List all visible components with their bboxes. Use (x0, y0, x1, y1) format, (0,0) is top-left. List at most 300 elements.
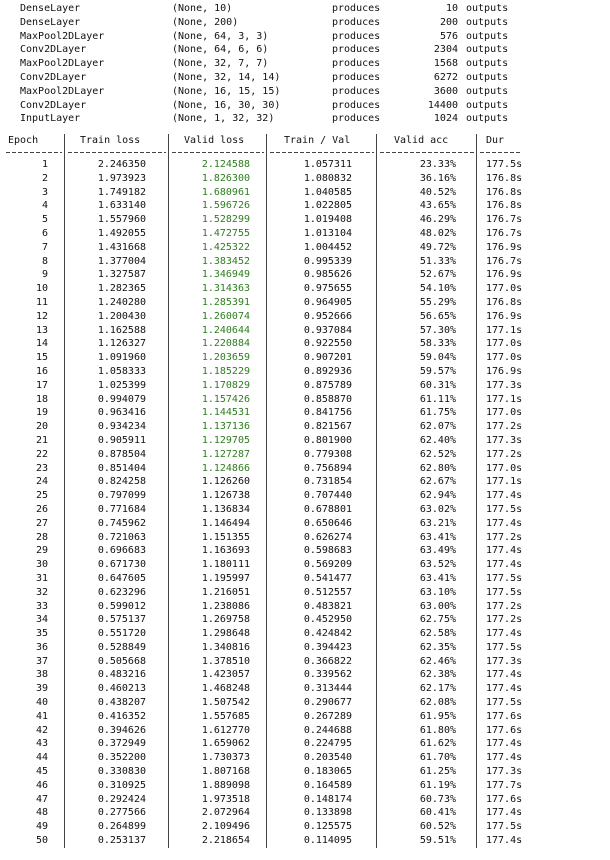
column-divider (376, 324, 377, 338)
column-divider (64, 282, 65, 296)
column-divider (64, 393, 65, 407)
cell-epoch: 45 (35, 766, 48, 778)
table-row (0, 696, 610, 710)
column-divider (376, 627, 377, 641)
cell-valid-acc: 61.62% (419, 738, 456, 750)
cell-duration: 177.4s (486, 517, 523, 529)
cell-train-val-ratio: 0.203540 (303, 752, 352, 764)
cell-duration: 176.8s (486, 296, 523, 308)
column-divider (64, 255, 65, 269)
layer-output-unit: outputs (466, 30, 509, 42)
header-epoch: Epoch (8, 135, 39, 146)
column-divider (64, 806, 65, 820)
cell-epoch: 3 (41, 186, 48, 198)
cell-valid-acc: 59.51% (419, 835, 456, 847)
cell-train-val-ratio: 0.125575 (303, 821, 352, 833)
column-divider (64, 793, 65, 807)
column-divider (266, 668, 267, 682)
header-separator (0, 148, 610, 158)
column-divider (376, 172, 377, 186)
cell-duration: 177.0s (486, 407, 523, 419)
layer-verb: produces (332, 16, 381, 28)
cell-valid-loss: 2.109496 (201, 821, 250, 833)
cell-train-loss: 0.797099 (97, 490, 146, 502)
cell-duration: 177.4s (486, 738, 523, 750)
layer-name: Conv2DLayer (20, 99, 87, 111)
column-divider (168, 351, 169, 365)
cell-valid-acc: 62.35% (419, 641, 456, 653)
column-divider (376, 186, 377, 200)
column-divider (168, 600, 169, 614)
column-divider (266, 724, 267, 738)
column-divider (376, 434, 377, 448)
table-row (0, 337, 610, 351)
cell-train-val-ratio: 0.512557 (303, 586, 352, 598)
cell-duration: 177.1s (486, 476, 523, 488)
cell-train-val-ratio: 0.626274 (303, 531, 352, 543)
table-row (0, 613, 610, 627)
column-divider (266, 806, 267, 820)
column-divider (266, 241, 267, 255)
cell-train-loss: 0.771684 (97, 503, 146, 515)
column-divider (168, 627, 169, 641)
layer-name: DenseLayer (20, 16, 81, 28)
cell-train-val-ratio: 0.339562 (303, 669, 352, 681)
cell-train-loss: 0.352200 (97, 752, 146, 764)
cell-duration: 177.4s (486, 545, 523, 557)
column-divider (64, 572, 65, 586)
column-divider (64, 503, 65, 517)
cell-valid-loss: 1.314363 (201, 283, 250, 295)
column-divider (64, 779, 65, 793)
layer-name: MaxPool2DLayer (20, 58, 105, 70)
table-row (0, 600, 610, 614)
column-divider (266, 834, 267, 848)
column-divider (476, 420, 477, 434)
column-divider (64, 586, 65, 600)
column-divider (376, 296, 377, 310)
column-divider (376, 737, 377, 751)
cell-epoch: 50 (35, 835, 48, 847)
dash-line (6, 152, 62, 153)
column-divider (476, 186, 477, 200)
column-divider (168, 337, 169, 351)
table-row (0, 393, 610, 407)
column-divider (476, 572, 477, 586)
column-divider (476, 682, 477, 696)
cell-train-val-ratio: 0.801900 (303, 434, 352, 446)
column-divider (64, 420, 65, 434)
cell-valid-loss: 1.612770 (201, 724, 250, 736)
cell-valid-loss: 1.423057 (201, 669, 250, 681)
table-row (0, 765, 610, 779)
column-divider (168, 696, 169, 710)
layer-output-count: 2304 (433, 44, 458, 56)
column-divider (476, 737, 477, 751)
column-divider (376, 213, 377, 227)
cell-train-loss: 1.492055 (97, 227, 146, 239)
cell-valid-acc: 40.52% (419, 186, 456, 198)
column-divider (168, 682, 169, 696)
cell-valid-loss: 1.378510 (201, 655, 250, 667)
cell-valid-acc: 62.52% (419, 448, 456, 460)
column-divider (376, 268, 377, 282)
cell-duration: 177.5s (486, 159, 523, 170)
column-divider (266, 186, 267, 200)
column-divider (476, 148, 477, 158)
column-divider (266, 134, 267, 148)
cell-duration: 177.3s (486, 655, 523, 667)
cell-train-loss: 0.264899 (97, 821, 146, 833)
column-divider (476, 158, 477, 172)
column-divider (266, 148, 267, 158)
cell-train-val-ratio: 0.313444 (303, 683, 352, 695)
table-row (0, 448, 610, 462)
cell-valid-acc: 61.70% (419, 752, 456, 764)
cell-duration: 176.9s (486, 269, 523, 281)
column-divider (476, 406, 477, 420)
column-divider (476, 531, 477, 545)
table-header (0, 134, 610, 148)
header-valid-loss: Valid loss (184, 135, 245, 146)
column-divider (476, 613, 477, 627)
layer-shape: (None, 1, 32, 32) (172, 113, 275, 125)
cell-valid-loss: 1.238086 (201, 600, 250, 612)
table-row (0, 351, 610, 365)
layer-name: InputLayer (20, 113, 81, 125)
column-divider (376, 544, 377, 558)
table-row (0, 779, 610, 793)
table-row (0, 324, 610, 338)
cell-epoch: 13 (35, 324, 48, 336)
cell-valid-acc: 60.52% (419, 821, 456, 833)
table-row (0, 158, 610, 172)
column-divider (476, 779, 477, 793)
column-divider (476, 379, 477, 393)
column-divider (266, 531, 267, 545)
cell-valid-acc: 48.02% (419, 227, 456, 239)
cell-train-loss: 1.200430 (97, 310, 146, 322)
cell-epoch: 41 (35, 710, 48, 722)
table-row (0, 296, 610, 310)
cell-train-val-ratio: 1.004452 (303, 241, 352, 253)
cell-train-loss: 0.310925 (97, 779, 146, 791)
cell-valid-acc: 59.57% (419, 365, 456, 377)
cell-duration: 177.2s (486, 600, 523, 612)
column-divider (266, 737, 267, 751)
cell-valid-loss: 1.346949 (201, 269, 250, 281)
cell-epoch: 10 (35, 283, 48, 295)
cell-train-loss: 0.851404 (97, 462, 146, 474)
cell-train-val-ratio: 0.821567 (303, 421, 352, 433)
cell-valid-acc: 61.25% (419, 766, 456, 778)
table-row (0, 172, 610, 186)
cell-train-val-ratio: 0.975655 (303, 283, 352, 295)
header-duration: Dur (486, 135, 505, 146)
cell-train-val-ratio: 0.907201 (303, 352, 352, 364)
column-divider (168, 613, 169, 627)
column-divider (476, 268, 477, 282)
column-divider (476, 586, 477, 600)
cell-train-loss: 1.240280 (97, 296, 146, 308)
cell-duration: 176.8s (486, 186, 523, 198)
column-divider (476, 544, 477, 558)
column-divider (266, 641, 267, 655)
layer-name: MaxPool2DLayer (20, 85, 105, 97)
column-divider (376, 282, 377, 296)
cell-train-val-ratio: 0.678801 (303, 503, 352, 515)
column-divider (266, 199, 267, 213)
layer-shape: (None, 10) (172, 3, 233, 14)
cell-valid-acc: 61.80% (419, 724, 456, 736)
cell-duration: 177.4s (486, 752, 523, 764)
column-divider (376, 834, 377, 848)
cell-train-loss: 1.162588 (97, 324, 146, 336)
cell-train-val-ratio: 0.858870 (303, 393, 352, 405)
cell-valid-acc: 63.49% (419, 545, 456, 557)
layer-output-unit: outputs (466, 85, 509, 97)
column-divider (168, 710, 169, 724)
table-row (0, 751, 610, 765)
cell-epoch: 6 (41, 227, 48, 239)
column-divider (476, 641, 477, 655)
cell-train-loss: 0.745962 (97, 517, 146, 529)
column-divider (376, 586, 377, 600)
column-divider (64, 227, 65, 241)
cell-valid-acc: 62.38% (419, 669, 456, 681)
column-divider (376, 793, 377, 807)
cell-train-loss: 0.671730 (97, 559, 146, 571)
cell-train-loss: 1.431668 (97, 241, 146, 253)
column-divider (168, 199, 169, 213)
column-divider (476, 282, 477, 296)
cell-duration: 176.7s (486, 214, 523, 226)
column-divider (64, 627, 65, 641)
column-divider (266, 710, 267, 724)
cell-valid-acc: 63.21% (419, 517, 456, 529)
cell-train-loss: 0.963416 (97, 407, 146, 419)
layer-output-unit: outputs (466, 3, 509, 14)
table-row (0, 199, 610, 213)
column-divider (266, 365, 267, 379)
cell-train-val-ratio: 0.598683 (303, 545, 352, 557)
cell-train-loss: 0.528849 (97, 641, 146, 653)
cell-valid-acc: 63.10% (419, 586, 456, 598)
cell-valid-loss: 1.596726 (201, 200, 250, 212)
cell-valid-acc: 55.29% (419, 296, 456, 308)
column-divider (168, 737, 169, 751)
column-divider (168, 213, 169, 227)
column-divider (376, 806, 377, 820)
dash-line (172, 152, 264, 153)
column-divider (476, 724, 477, 738)
cell-epoch: 20 (35, 421, 48, 433)
column-divider (266, 324, 267, 338)
column-divider (168, 393, 169, 407)
table-row (0, 531, 610, 545)
column-divider (376, 641, 377, 655)
cell-duration: 177.5s (486, 572, 523, 584)
column-divider (64, 241, 65, 255)
column-divider (376, 517, 377, 531)
column-divider (64, 448, 65, 462)
cell-duration: 177.2s (486, 614, 523, 626)
cell-train-loss: 0.460213 (97, 683, 146, 695)
column-divider (168, 406, 169, 420)
cell-train-loss: 0.416352 (97, 710, 146, 722)
cell-train-val-ratio: 0.267289 (303, 710, 352, 722)
cell-valid-acc: 54.10% (419, 283, 456, 295)
cell-valid-loss: 1.730373 (201, 752, 250, 764)
column-divider (168, 724, 169, 738)
cell-train-val-ratio: 0.995339 (303, 255, 352, 267)
column-divider (168, 544, 169, 558)
cell-epoch: 9 (41, 269, 48, 281)
training-log (0, 134, 610, 848)
column-divider (168, 448, 169, 462)
cell-valid-acc: 63.00% (419, 600, 456, 612)
column-divider (476, 517, 477, 531)
cell-valid-loss: 1.195997 (201, 572, 250, 584)
column-divider (64, 668, 65, 682)
cell-train-loss: 1.091960 (97, 352, 146, 364)
column-divider (476, 255, 477, 269)
cell-duration: 177.4s (486, 490, 523, 502)
table-row (0, 282, 610, 296)
cell-duration: 177.1s (486, 324, 523, 336)
cell-duration: 177.6s (486, 710, 523, 722)
column-divider (64, 517, 65, 531)
column-divider (376, 365, 377, 379)
column-divider (266, 213, 267, 227)
table-row (0, 255, 610, 269)
table-row (0, 489, 610, 503)
cell-epoch: 19 (35, 407, 48, 419)
cell-epoch: 23 (35, 462, 48, 474)
cell-valid-loss: 1.680961 (201, 186, 250, 198)
column-divider (376, 158, 377, 172)
cell-duration: 177.4s (486, 628, 523, 640)
layer-output-count: 10 (445, 3, 458, 14)
cell-valid-loss: 1.507542 (201, 697, 250, 709)
column-divider (266, 793, 267, 807)
cell-epoch: 44 (35, 752, 48, 764)
cell-duration: 177.5s (486, 503, 523, 515)
cell-epoch: 27 (35, 517, 48, 529)
column-divider (266, 227, 267, 241)
cell-train-val-ratio: 0.541477 (303, 572, 352, 584)
cell-duration: 177.1s (486, 393, 523, 405)
column-divider (476, 806, 477, 820)
table-row (0, 834, 610, 848)
column-divider (266, 172, 267, 186)
column-divider (168, 365, 169, 379)
layer-shape: (None, 32, 7, 7) (172, 58, 269, 70)
column-divider (476, 337, 477, 351)
column-divider (376, 462, 377, 476)
cell-train-loss: 2.246350 (97, 159, 146, 170)
cell-duration: 177.0s (486, 462, 523, 474)
column-divider (64, 475, 65, 489)
column-divider (266, 627, 267, 641)
column-divider (64, 834, 65, 848)
table-row (0, 227, 610, 241)
column-divider (168, 268, 169, 282)
column-divider (376, 613, 377, 627)
cell-valid-loss: 1.383452 (201, 255, 250, 267)
cell-duration: 177.3s (486, 379, 523, 391)
column-divider (168, 296, 169, 310)
header-valid-acc: Valid acc (394, 135, 449, 146)
column-divider (266, 379, 267, 393)
column-divider (266, 268, 267, 282)
column-divider (476, 489, 477, 503)
table-row (0, 627, 610, 641)
cell-valid-loss: 1.129705 (201, 434, 250, 446)
column-divider (476, 448, 477, 462)
cell-train-val-ratio: 0.707440 (303, 490, 352, 502)
cell-train-loss: 0.824258 (97, 476, 146, 488)
cell-train-val-ratio: 0.290677 (303, 697, 352, 709)
column-divider (266, 820, 267, 834)
cell-train-val-ratio: 0.452950 (303, 614, 352, 626)
cell-train-loss: 1.973923 (97, 172, 146, 184)
column-divider (168, 517, 169, 531)
table-row (0, 668, 610, 682)
column-divider (476, 600, 477, 614)
cell-train-val-ratio: 0.394423 (303, 641, 352, 653)
column-divider (376, 558, 377, 572)
column-divider (476, 503, 477, 517)
column-divider (376, 531, 377, 545)
column-divider (376, 199, 377, 213)
cell-duration: 177.5s (486, 641, 523, 653)
column-divider (64, 213, 65, 227)
column-divider (168, 172, 169, 186)
column-divider (476, 710, 477, 724)
column-divider (64, 641, 65, 655)
layer-output-count: 1024 (433, 113, 458, 125)
column-divider (476, 365, 477, 379)
cell-epoch: 17 (35, 379, 48, 391)
cell-valid-acc: 36.16% (419, 172, 456, 184)
column-divider (476, 296, 477, 310)
layer-output-unit: outputs (466, 16, 509, 28)
cell-valid-acc: 62.75% (419, 614, 456, 626)
column-divider (266, 544, 267, 558)
table-row (0, 420, 610, 434)
column-divider (266, 586, 267, 600)
table-row (0, 379, 610, 393)
column-divider (64, 296, 65, 310)
cell-valid-acc: 60.31% (419, 379, 456, 391)
column-divider (476, 393, 477, 407)
cell-valid-acc: 62.94% (419, 490, 456, 502)
cell-duration: 177.2s (486, 448, 523, 460)
cell-valid-acc: 51.33% (419, 255, 456, 267)
cell-valid-loss: 1.298648 (201, 628, 250, 640)
column-divider (64, 710, 65, 724)
column-divider (376, 820, 377, 834)
column-divider (266, 655, 267, 669)
cell-valid-acc: 59.04% (419, 352, 456, 364)
layer-shape: (None, 64, 3, 3) (172, 30, 269, 42)
cell-valid-acc: 60.73% (419, 793, 456, 805)
column-divider (376, 572, 377, 586)
cell-duration: 176.7s (486, 227, 523, 239)
cell-duration: 177.2s (486, 531, 523, 543)
cell-valid-acc: 58.33% (419, 338, 456, 350)
